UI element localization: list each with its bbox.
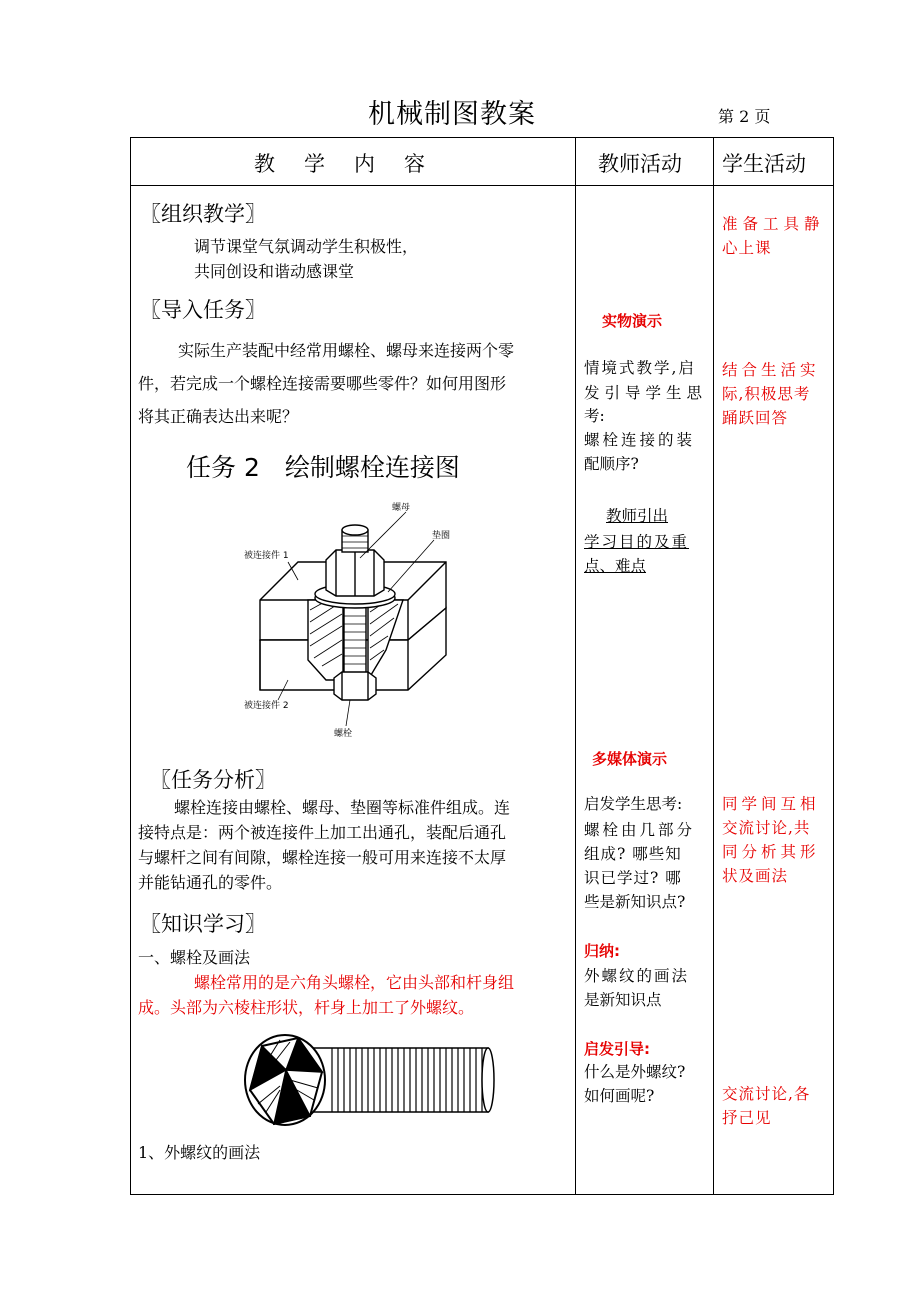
teacher-inspire-line: 组成? 哪些知 [584, 845, 682, 863]
org-line: 调节课堂气氛调动学生积极性， [194, 237, 419, 256]
teacher-demo: 实物演示 [602, 312, 663, 330]
label-washer: 垫圈 [432, 531, 451, 541]
learn-subtitle: 一、螺栓及画法 [138, 948, 251, 967]
teacher-inspire-line: 些是新知识点? [584, 893, 686, 911]
section-org-title: 〖组织教学〗 [140, 202, 266, 226]
page-title: 机械制图教案 [368, 99, 536, 130]
student-discuss-line: 同分析其形 [722, 843, 820, 861]
student-life-line: 结合生活实 [722, 361, 820, 379]
header-divider [131, 185, 833, 186]
analysis-line: 与螺杆之间有间隙，螺栓连接一般可用来连接不太厚 [138, 848, 507, 867]
page-number: 第 2 页 [718, 107, 771, 126]
label-nut: 螺母 [392, 503, 411, 513]
intro-line: 将其正确表达出来呢？ [138, 407, 299, 426]
student-discuss2-line: 交流讨论,各 [722, 1085, 811, 1103]
org-line: 共同创设和谐动感课堂 [194, 262, 355, 281]
teacher-situ-line: 考: [584, 407, 605, 425]
task-title: 任务 2 绘制螺栓连接图 [186, 453, 460, 482]
intro-line: 件，若完成一个螺栓连接需要哪些零件？如何用图形 [138, 374, 507, 393]
analysis-line: 螺栓连接由螺栓、螺母、垫圈等标准件组成。连 [174, 798, 511, 817]
teacher-inspire-line: 启发学生思考: [584, 795, 683, 813]
teacher-goal-line: 点、难点 [584, 557, 647, 575]
ext-thread-title: 1、外螺纹的画法 [138, 1143, 261, 1162]
header-content: 教 学 内 容 [254, 152, 429, 176]
teacher-situ-line: 情境式教学,启 [584, 359, 696, 377]
teacher-guide-title: 启发引导: [584, 1040, 650, 1058]
teacher-media: 多媒体演示 [592, 750, 668, 768]
teacher-summary-line: 是新知识点 [584, 991, 662, 1009]
analysis-line: 接特点是：两个被连接件上加工出通孔，装配后通孔 [138, 823, 507, 842]
bolt-connection-figure [238, 500, 458, 745]
student-prep-line: 准备工具静 [722, 215, 825, 233]
student-life-line: 际,积极思考 [722, 385, 811, 403]
teacher-guide-line: 什么是外螺纹? [584, 1063, 686, 1081]
header-student: 学生活动 [722, 152, 806, 176]
column-divider [575, 138, 576, 1194]
section-learn-title: 〖知识学习〗 [140, 912, 266, 936]
teacher-guide-line: 如何画呢? [584, 1087, 655, 1105]
student-discuss-line: 交流讨论,共 [722, 819, 811, 837]
teacher-goal-line: 教师引出 [606, 507, 669, 525]
teacher-situ-line: 配顺序? [584, 455, 639, 473]
label-bolt: 螺栓 [334, 729, 353, 739]
label-part2: 被连接件 2 [244, 701, 289, 711]
section-intro-title: 〖导入任务〗 [140, 298, 266, 322]
teacher-summary-title: 归纳: [584, 942, 620, 960]
teacher-goal-line: 学习目的及重 [584, 533, 690, 551]
student-discuss2-line: 抒己见 [722, 1109, 772, 1127]
analysis-line: 并能钻通孔的零件。 [138, 873, 283, 892]
student-life-line: 踊跃回答 [722, 409, 789, 427]
column-divider [713, 138, 714, 1194]
intro-line: 实际生产装配中经常用螺栓、螺母来连接两个零 [178, 341, 515, 360]
header-teacher: 教师活动 [598, 152, 682, 176]
student-discuss-line: 状及画法 [722, 867, 789, 885]
section-analysis-title: 〖任务分析〗 [150, 768, 276, 792]
teacher-situ-line: 发引导学生思 [584, 384, 708, 402]
student-discuss-line: 同学间互相 [722, 795, 820, 813]
teacher-summary-line: 外螺纹的画法 [584, 967, 690, 985]
learn-red-line: 成。头部为六棱柱形状，杆身上加工了外螺纹。 [138, 998, 475, 1017]
learn-red-line: 螺栓常用的是六角头螺栓，它由头部和杆身组 [194, 973, 515, 992]
teacher-situ-line: 螺栓连接的装 [584, 431, 696, 449]
student-prep-line: 心上课 [722, 239, 772, 257]
label-part1: 被连接件 1 [244, 551, 289, 561]
teacher-inspire-line: 螺栓由几部分 [584, 821, 696, 839]
teacher-inspire-line: 识已学过? 哪 [584, 869, 682, 887]
hex-bolt-figure [240, 1030, 500, 1130]
